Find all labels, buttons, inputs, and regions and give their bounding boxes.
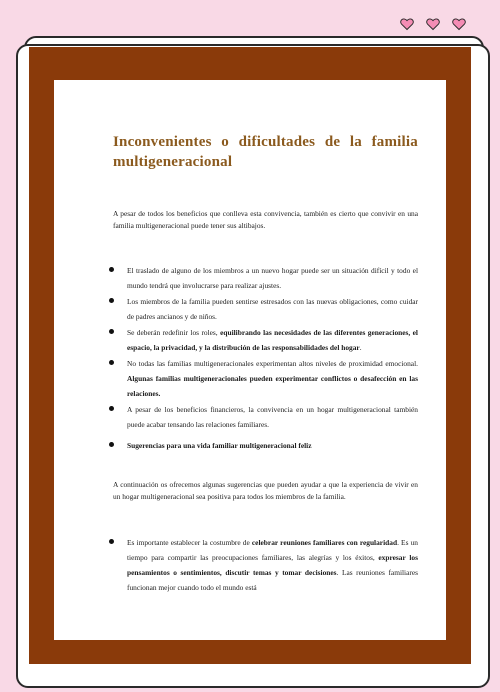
list-item: Es importante establecer la costumbre de celebrar reuniones familiares con regularidad. Es un tiempo para compartir las preocupaciones familiares, las alegrías y los éxitos, expresar los pensamientos o sentimientos, discutir temas y tomar decisiones. Las reuniones familiares funcionan mejor cuando todo el mundo está	[113, 535, 418, 595]
title-line-1: Inconvenientes o dificultades de la familia	[113, 134, 418, 150]
list-item: Los miembros de la familia pueden sentirse estresados con las nuevas obligaciones, como cuidar de padres ancianos y de niños.	[113, 294, 418, 324]
bullet-icon	[109, 329, 114, 334]
list-item-suggestions-heading: Sugerencias para una vida familiar multigeneracional feliz	[113, 438, 418, 453]
page-title	[113, 132, 418, 172]
bullet-icon	[109, 267, 114, 272]
list-item: A pesar de los beneficios financieros, la convivencia en un hogar multigeneracional también puede acabar tensando las relaciones familiares.	[113, 402, 418, 432]
bullet-icon	[109, 298, 114, 303]
bullet-icon	[109, 406, 114, 411]
suggestions-list	[113, 535, 418, 595]
bullet-icon	[109, 360, 114, 365]
drawbacks-list	[113, 263, 418, 453]
title-line-2: multigeneracional	[113, 154, 233, 170]
heart-icon	[426, 17, 440, 31]
list-item: El traslado de alguno de los miembros a un nuevo hogar puede ser un situación difícil y todo el mundo tendrá que involucrarse para realizar ajustes.	[113, 263, 418, 293]
hearts-decoration	[400, 17, 470, 33]
heart-icon	[400, 17, 414, 31]
heart-icon	[452, 17, 466, 31]
list-item: Se deberán redefinir los roles, equilibrando las necesidades de las diferentes generaciones, el espacio, la privacidad, y la distribución de las responsabilidades del hogar.	[113, 325, 418, 355]
bullet-icon	[109, 442, 114, 447]
document-page	[54, 80, 446, 640]
suggestions-intro-paragraph: A continuación os ofrecemos algunas sugerencias que pueden ayudar a que la experiencia de vivir en un hogar multigeneracional sea positiva para todos los miembros de la familia.	[113, 480, 418, 501]
intro-paragraph: A pesar de todos los beneficios que conlleva esta convivencia, también es cierto que convivir en una familia multigeneracional puede tener sus altibajos.	[113, 209, 418, 230]
list-item: No todas las familias multigeneracionales experimentan altos niveles de proximidad emocional. Algunas familias multigeneracionales pueden experimentar conflictos o desafección en las relaciones.	[113, 356, 418, 401]
bullet-icon	[109, 539, 114, 544]
